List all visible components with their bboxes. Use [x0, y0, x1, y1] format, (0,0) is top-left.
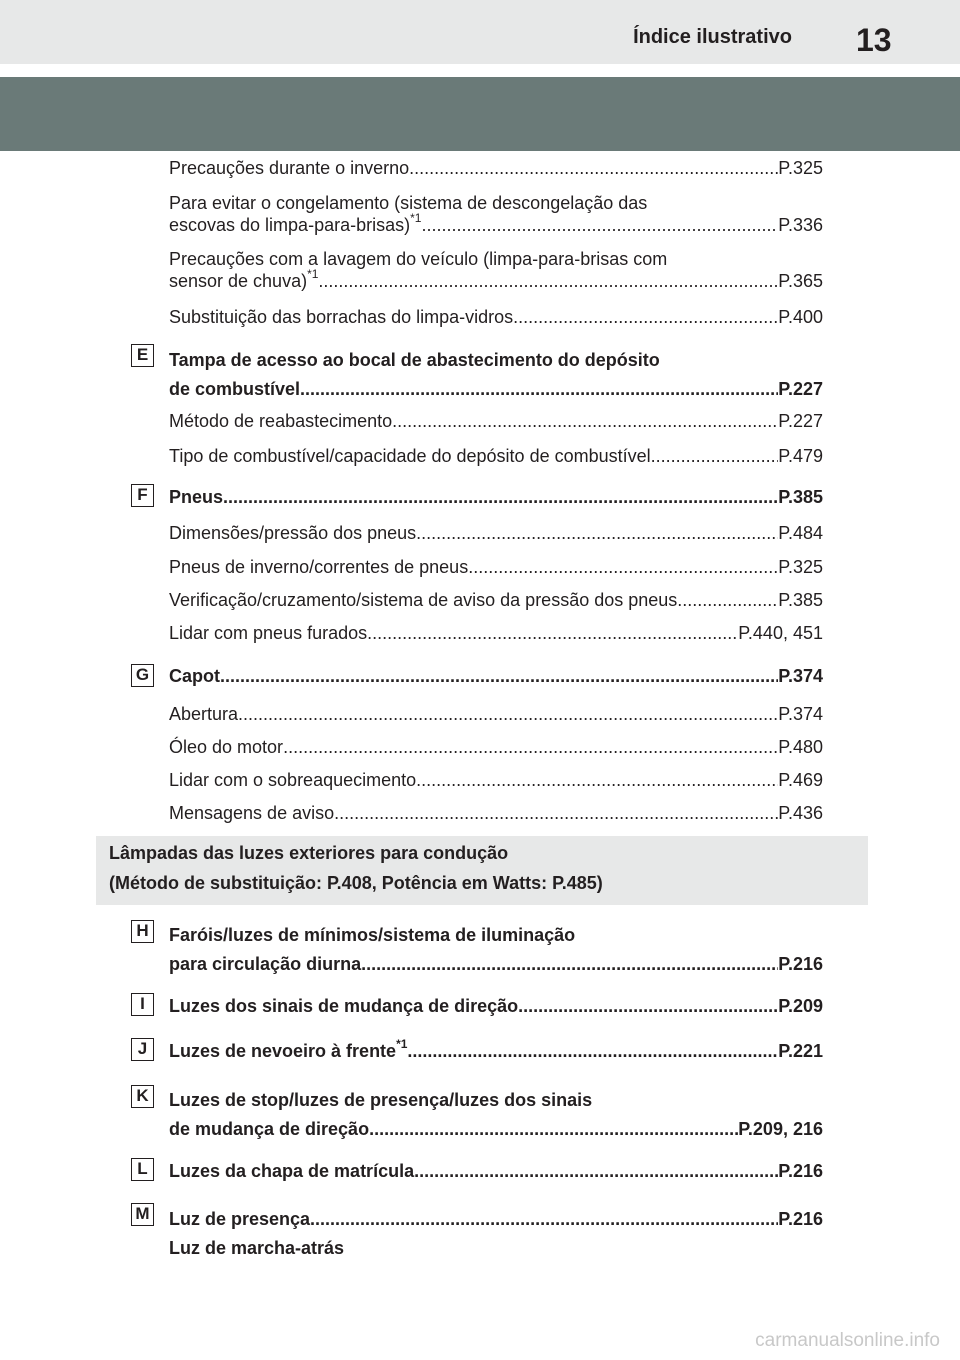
dot-leader: [518, 995, 778, 1017]
footnote-mark: *1: [410, 211, 422, 225]
entry-text: Método de reabastecimento: [169, 411, 393, 431]
section-title: Índice ilustrativo: [633, 26, 792, 48]
dot-leader: [369, 1115, 738, 1144]
entry-text-line: Precauções com a lavagem do veículo (limpa-para-brisas com: [169, 249, 668, 269]
callout-letter-h: H: [131, 920, 154, 943]
page-reference: P.365: [778, 271, 823, 291]
dot-leader: [310, 1205, 778, 1234]
entry-text: de combustível: [169, 379, 301, 399]
page-reference: P.209: [778, 996, 823, 1016]
entry-text: Luzes da chapa de matrícula: [169, 1161, 415, 1181]
entry-text: Luzes de nevoeiro à frente: [169, 1041, 397, 1061]
dot-leader: [300, 375, 778, 404]
entry-text: Luzes dos sinais de mudança de direção: [169, 996, 519, 1016]
index-entry: [169, 410, 823, 432]
page-reference: P.221: [778, 1041, 823, 1061]
index-entry: [169, 703, 823, 725]
dot-leader: [223, 486, 778, 508]
index-entry: [169, 192, 823, 236]
page-reference: P.325: [778, 158, 823, 178]
dot-leader: [283, 736, 778, 758]
page-reference: P.479: [778, 446, 823, 466]
entry-text: Pneus: [169, 487, 224, 507]
index-entry-main: [169, 346, 823, 404]
bulbs-heading: Lâmpadas das luzes exteriores para condução: [109, 843, 509, 863]
page-reference: P.209, 216: [738, 1119, 823, 1139]
dot-leader: [220, 665, 778, 687]
page-reference: P.436: [778, 803, 823, 823]
entry-text: Luz de presença: [169, 1209, 311, 1229]
page-reference: P.484: [778, 523, 823, 543]
callout-letter-e: E: [131, 344, 154, 367]
page-number: 13: [856, 22, 892, 58]
callout-letter-g: G: [131, 664, 154, 687]
index-entry-main: [169, 1086, 823, 1144]
callout-letter-j: J: [131, 1038, 154, 1061]
index-entry-main: [169, 1160, 823, 1182]
dot-leader: [416, 522, 778, 544]
dot-leader: [238, 703, 778, 725]
entry-text: Abertura: [169, 704, 239, 724]
dot-leader: [421, 214, 778, 236]
dot-leader: [677, 589, 778, 611]
dot-leader: [367, 622, 738, 644]
entry-text: Mensagens de aviso: [169, 803, 335, 823]
entry-text: Verificação/cruzamento/sistema de aviso da pressão dos pneus: [169, 590, 678, 610]
bulbs-heading-box: [96, 836, 868, 905]
index-entry: [169, 589, 823, 611]
header-band: [0, 0, 960, 64]
page-reference: P.336: [778, 215, 823, 235]
illustration-band: [0, 77, 960, 151]
index-entry: [169, 736, 823, 758]
entry-text-line: Luz de marcha-atrás: [169, 1238, 345, 1258]
footnote-mark: *1: [396, 1037, 408, 1051]
page-reference: P.325: [778, 557, 823, 577]
index-entry-main: [169, 486, 823, 508]
entry-text-line: Tampa de acesso ao bocal de abastecimento do depósito: [169, 350, 660, 370]
index-entry: [169, 248, 823, 292]
entry-text-line: Luzes de stop/luzes de presença/luzes dos sinais: [169, 1090, 593, 1110]
page-reference: P.216: [778, 1209, 823, 1229]
page-reference: P.385: [778, 590, 823, 610]
callout-letter-l: L: [131, 1158, 154, 1181]
page-reference: P.480: [778, 737, 823, 757]
entry-text: Óleo do motor: [169, 737, 284, 757]
entry-text: Pneus de inverno/correntes de pneus: [169, 557, 469, 577]
page-reference: P.469: [778, 770, 823, 790]
index-entry-main: [169, 1205, 823, 1263]
entry-text: Substituição das borrachas do limpa-vidros: [169, 307, 514, 327]
page-reference: P.216: [778, 954, 823, 974]
dot-leader: [416, 769, 778, 791]
page-reference: P.385: [778, 487, 823, 507]
page-reference: P.374: [778, 666, 823, 686]
callout-letter-k: K: [131, 1085, 154, 1108]
dot-leader: [414, 1160, 778, 1182]
dot-leader: [407, 1040, 778, 1062]
watermark: carmanualsonline.info: [755, 1330, 940, 1351]
index-entry-main: [169, 995, 823, 1017]
dot-leader: [392, 410, 778, 432]
index-entry: [169, 802, 823, 824]
index-entry-main: [169, 1037, 823, 1062]
page-reference: P.227: [778, 411, 823, 431]
dot-leader: [409, 157, 778, 179]
entry-text: Lidar com o sobreaquecimento: [169, 770, 417, 790]
index-entry: [169, 769, 823, 791]
entry-text: escovas do limpa-para-brisas): [169, 215, 411, 235]
dot-leader: [513, 306, 778, 328]
footnote-mark: *1: [307, 267, 319, 281]
index-entry-main: [169, 921, 823, 979]
callout-letter-i: I: [131, 993, 154, 1016]
index-entry: [169, 622, 823, 644]
entry-text-line: Para evitar o congelamento (sistema de descongelação das: [169, 193, 648, 213]
page-reference: P.440, 451: [738, 623, 823, 643]
bulbs-subheading: (Método de substituição: P.408, Potência em Watts: P.485): [109, 873, 603, 893]
entry-text: Tipo de combustível/capacidade do depósito de combustível: [169, 446, 651, 466]
dot-leader: [318, 270, 778, 292]
index-entry-main: [169, 665, 823, 687]
entry-text: sensor de chuva): [169, 271, 308, 291]
entry-text: Dimensões/pressão dos pneus: [169, 523, 417, 543]
callout-letter-m: M: [131, 1203, 154, 1226]
dot-leader: [334, 802, 778, 824]
index-entry: [169, 157, 823, 179]
page-reference: P.374: [778, 704, 823, 724]
page-reference: P.216: [778, 1161, 823, 1181]
entry-text-line: Faróis/luzes de mínimos/sistema de iluminação: [169, 925, 576, 945]
entry-text: Precauções durante o inverno: [169, 158, 410, 178]
index-entry: [169, 522, 823, 544]
index-entry: [169, 306, 823, 328]
index-entry: [169, 556, 823, 578]
entry-text: de mudança de direção: [169, 1119, 370, 1139]
page-reference: P.400: [778, 307, 823, 327]
entry-text: para circulação diurna: [169, 954, 362, 974]
dot-leader: [361, 950, 778, 979]
entry-text: Lidar com pneus furados: [169, 623, 368, 643]
dot-leader: [651, 445, 779, 467]
index-entry: [169, 445, 823, 467]
dot-leader: [468, 556, 778, 578]
page-reference: P.227: [778, 379, 823, 399]
callout-letter-f: F: [131, 484, 154, 507]
entry-text: Capot: [169, 666, 220, 686]
